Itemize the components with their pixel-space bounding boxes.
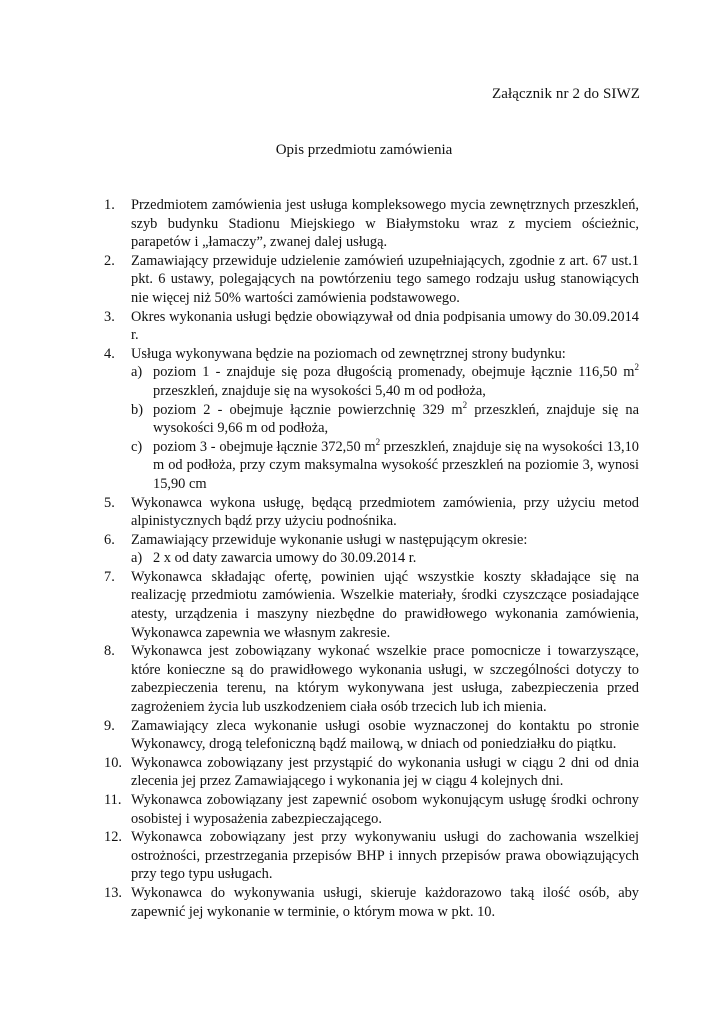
- sub-item: [131, 401, 639, 438]
- document-title: Opis przedmiotu zamówienia: [275, 142, 453, 158]
- item-number: 9.: [104, 717, 115, 734]
- item-text: Zamawiający przewiduje wykonanie usługi w następującym okresie:: [131, 531, 528, 548]
- sub-item-text-end: przeszkleń, znajduje się na wysokości 9,66 m od podłoża,: [153, 401, 639, 437]
- list-item: [104, 531, 639, 568]
- item-text: Zamawiający przewiduje udzielenie zamówień uzupełniających, zgodnie z art. 67 ust.1 pkt. 6 ustawy, polegających na powtórzeniu tego samego rodzaju usług stanowiących nie więcej niż 50% wartości zamówienia podstawowego.: [131, 252, 639, 306]
- sub-item-text: poziom 1 - znajduje się poza długością promenady, obejmuje łącznie 116,50 m: [153, 364, 635, 381]
- item-number: 12.: [104, 829, 122, 846]
- requirements-list: [104, 196, 639, 921]
- item-number: 7.: [104, 568, 115, 585]
- attachment-label: Załącznik nr 2 do SIWZ: [492, 86, 640, 102]
- item-text: Wykonawca składając ofertę, powinien ująć wszystkie koszty składające się na realizację przedmiotu zamówienia. Wszelkie materiały, środki czyszczące posiadające atesty, urządzenia i maszyny niezbędne do prawidłowego wykonania zamówienia, Wykonawca zapewnia we własnym zakresie.: [131, 568, 639, 641]
- list-item: [104, 252, 639, 308]
- item-number: 4.: [104, 345, 115, 362]
- item-number: 13.: [104, 884, 122, 901]
- item-text: Wykonawca jest zobowiązany wykonać wszelkie prace pomocnicze i towarzyszące, które konieczne są do prawidłowego wykonania usługi, w szczególności dotyczy to zabezpieczenia terenu, na którym wykonywana jest usługa, zabezpieczenia przed zagrożeniem życia lub uszkodzeniem ciała osób trzecich lub ich mienia.: [131, 643, 639, 716]
- item-number: 5.: [104, 494, 115, 511]
- superscript: 2: [634, 362, 639, 373]
- item-text: Okres wykonania usługi będzie obowiązywał od dnia podpisania umowy do 30.09.2014 r.: [131, 308, 639, 344]
- superscript: 2: [462, 399, 468, 410]
- item-number: 6.: [104, 531, 115, 548]
- item-text: Usługa wykonywana będzie na poziomach od zewnętrznej strony budynku:: [131, 345, 566, 362]
- sub-item-letter: b): [131, 401, 143, 418]
- list-item: [104, 308, 639, 345]
- item-number: 1.: [104, 197, 115, 213]
- item-text: Wykonawca zobowiązany jest zapewnić osobom wykonującym usługę środki ochrony osobistej i wyposażenia zabezpieczającego.: [131, 792, 639, 827]
- item-text: Wykonawca zobowiązany jest przystąpić do wykonania usługi w ciągu 2 dni od dnia zlecenia jej przez Zamawiającego i wykonania jej w ciągu 4 kolejnych dni.: [131, 754, 639, 790]
- sub-item-letter: a): [131, 550, 143, 567]
- list-item: [104, 828, 639, 884]
- sub-item: [131, 438, 639, 494]
- list-item: [104, 196, 639, 252]
- list-item: [104, 494, 639, 531]
- item-number: 10.: [104, 754, 122, 771]
- sub-item-text-end: przeszkleń, znajduje się na wysokości 5,40 m od podłoża,: [153, 382, 486, 399]
- item-text: Zamawiający zleca wykonanie usługi osobie wyznaczonej do kontaktu po stronie Wykonawcy, drogą telefoniczną bądź mailową, w dniach od poniedziałku do piątku.: [131, 717, 639, 753]
- list-item: [104, 754, 639, 791]
- sub-item-text: 2 x od daty zawarcia umowy do 30.09.2014 r.: [153, 550, 417, 567]
- item-number: 8.: [104, 643, 115, 660]
- item-text: Wykonawca zobowiązany jest przy wykonywaniu usługi do zachowania wszelkiej ostrożności, przestrzegania przepisów BHP i innych przepisów prawa obowiązujących przy tego typu usługach.: [131, 829, 639, 883]
- item-text: Przedmiotem zamówienia jest usługa kompleksowego mycia zewnętrznych przeszkleń, szyb budynku Stadionu Miejskiego w Białymstoku wraz z myciem ościeżnic, parapetów i „łamaczy”, zwanej dalej usługą.: [131, 197, 639, 251]
- item-number: 11.: [104, 792, 122, 808]
- superscript: 2: [375, 436, 381, 447]
- list-item: [104, 345, 639, 494]
- item-text: Wykonawca do wykonywania usługi, skieruje każdorazowo taką ilość osób, aby zapewnić jej wykonanie w terminie, o którym mowa w pkt. 10.: [131, 884, 639, 920]
- sub-item-text: poziom 3 - obejmuje łącznie 372,50 m: [153, 438, 376, 455]
- list-item: [104, 717, 639, 754]
- sub-item-text: poziom 2 - obejmuje łącznie powierzchnię 329 m: [153, 401, 463, 418]
- list-item: [104, 884, 639, 921]
- item-text: Wykonawca wykona usługę, będącą przedmiotem zamówienia, przy użyciu metod alpinistycznych bądź przy użyciu podnośnika.: [131, 494, 639, 530]
- sub-item: [131, 549, 639, 568]
- item-number: 2.: [104, 252, 115, 269]
- sub-item-text-end: przeszkleń, znajduje się na wysokości 13,10 m od podłoża, przy czym maksymalna wysokość przeszkleń na poziomie 3, wynosi 15,90 cm: [153, 438, 639, 492]
- sub-item-letter: c): [131, 438, 143, 455]
- item-number: 3.: [104, 308, 115, 325]
- list-item: [104, 642, 639, 716]
- sub-item: [131, 363, 639, 400]
- list-item: [104, 791, 639, 828]
- list-item: [104, 568, 639, 642]
- sub-item-letter: a): [131, 364, 143, 381]
